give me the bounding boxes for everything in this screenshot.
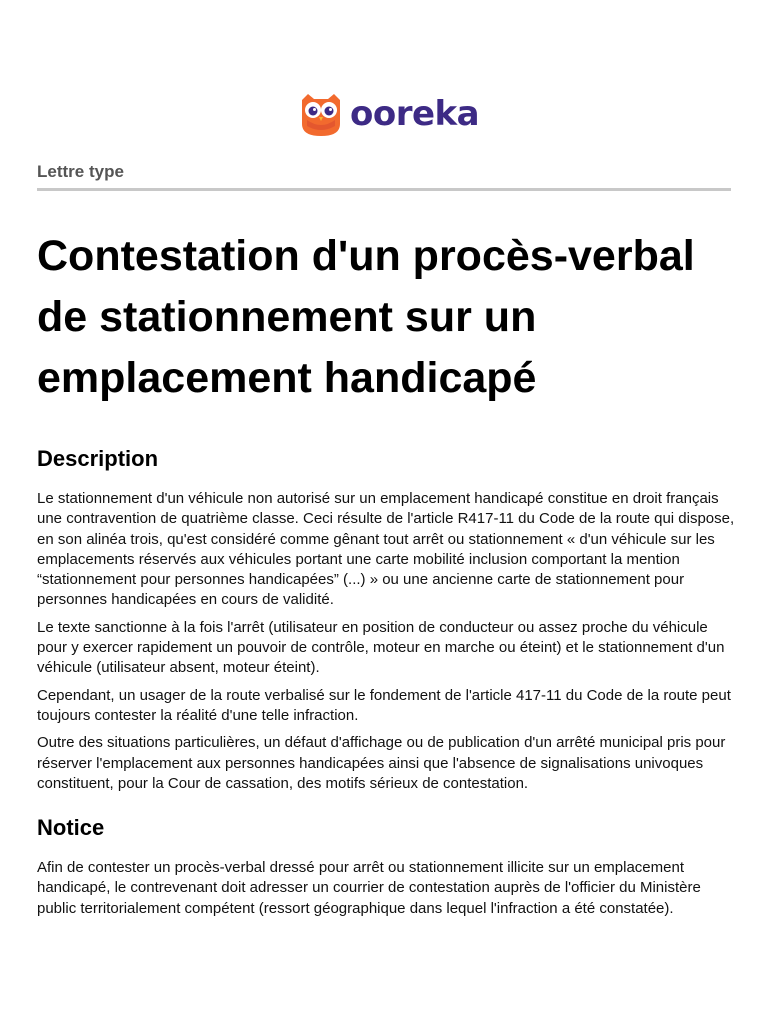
category-divider bbox=[37, 188, 731, 191]
section-heading-notice: Notice bbox=[37, 815, 105, 840]
ooreka-logo[interactable] bbox=[298, 90, 479, 138]
paragraph: Le stationnement d'un véhicule non autorisé sur un emplacement handicapé constitue en droit français une contravention de quatrième classe. Ceci résulte de l'article R417-11 du Code de la route qui dispose, en son alinéa trois, qu'est considéré comme gênant tout arrêt ou stationnement « d'un véhicule sur les emplacements réservés aux véhicules portant une carte mobilité inclusion comportant la mention “stationnement pour personnes handicapées” (...) » ou une ancienne carte de stationnement pour personnes handicapées en cours de validité. bbox=[37, 490, 735, 609]
section-heading-description: Description bbox=[37, 446, 159, 471]
paragraph: Le texte sanctionne à la fois l'arrêt (utilisateur en position de conducteur ou assez proche du véhicule pour y exercer rapidement un pouvoir de contrôle, moteur en marche ou éteint) et le stationnement d'un véhicule (utilisateur absent, moteur éteint). bbox=[37, 618, 725, 677]
page-title: Contestation d'un procès-verbal de stationnement sur un emplacement handicapé bbox=[37, 232, 695, 402]
brand-name: ooreka bbox=[350, 94, 480, 134]
description-body bbox=[37, 489, 737, 801]
notice-body bbox=[37, 858, 737, 926]
paragraph: Cependant, un usager de la route verbalisé sur le fondement de l'article 417-11 du Code de la route peut toujours contester la réalité d'une telle infraction. bbox=[37, 686, 731, 724]
paragraph: Afin de contester un procès-verbal dressé pour arrêt ou stationnement illicite sur un emplacement handicapé, le contrevenant doit adresser un courrier de contestation auprès de l'officier du Ministère public territorialement compétent (ressort géographique dans lequel l'infraction a été constatée). bbox=[37, 859, 701, 917]
owl-logo-icon bbox=[298, 90, 344, 138]
paragraph: Outre des situations particulières, un défaut d'affichage ou de publication d'un arrêté municipal pris pour réserver l'emplacement aux personnes handicapées ainsi que l'absence de signalisations univoques constituent, pour la Cour de cassation, des motifs sérieux de contestation. bbox=[37, 734, 726, 792]
document-category: Lettre type bbox=[37, 162, 124, 181]
